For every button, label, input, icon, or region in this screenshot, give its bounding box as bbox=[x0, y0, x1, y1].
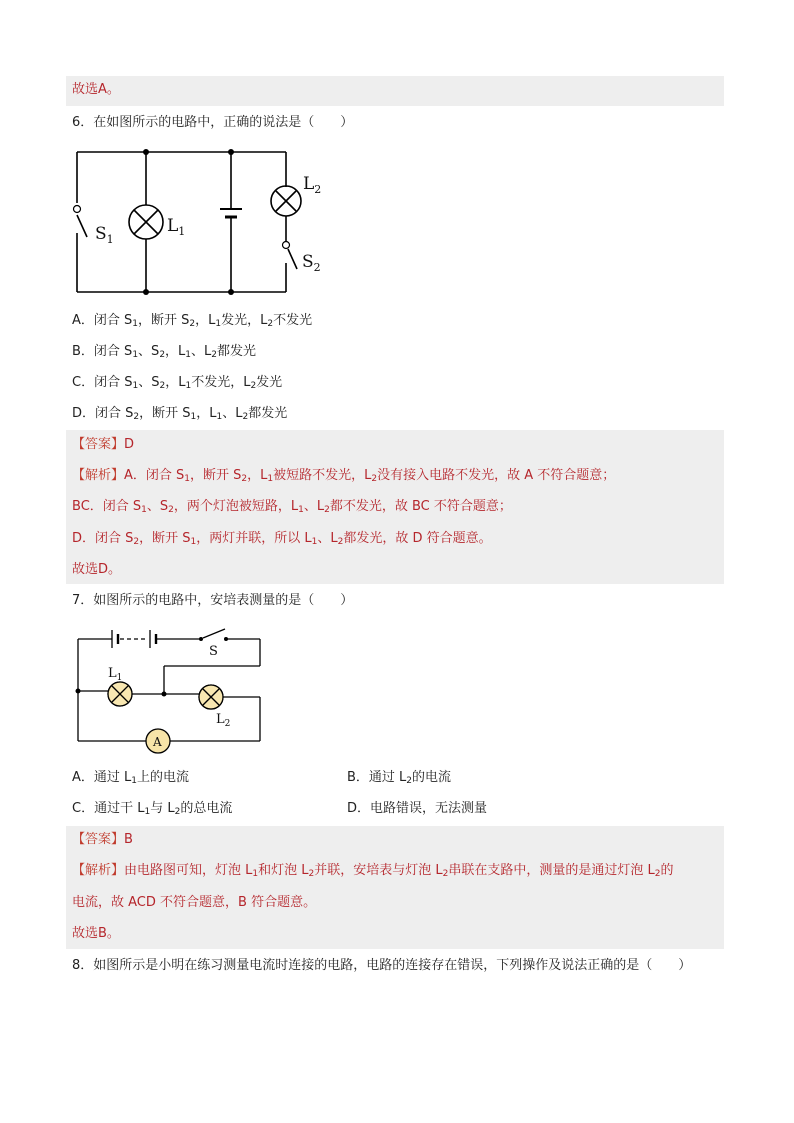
q7-option-c: C．通过干 $L_1$与 $L_2$的总电流 bbox=[72, 801, 233, 817]
q7-option-b: B．通过 $L_2$的电流 bbox=[347, 770, 452, 786]
q6-option-d: D．闭合 $S_2$，断开 $S_1$，$L_1$、$L_2$都发光 bbox=[72, 406, 288, 422]
q7-analysis-2: 电流，故 ACD 不符合题意，B 符合题意。 bbox=[72, 895, 317, 910]
q6-stem: 6．在如图所示的电路中，正确的说法是（ ） bbox=[72, 115, 354, 130]
q7-option-a: A．通过 $L_1$上的电流 bbox=[72, 770, 190, 786]
ammeter-label: A bbox=[153, 735, 162, 749]
q6-conclusion: 故选D。 bbox=[72, 562, 122, 577]
q7-conclusion: 故选B。 bbox=[72, 926, 120, 941]
q6-analysis-3: D．闭合 $S_2$，断开 $S_1$，两灯并联，所以 $L_1$、$L_2$都发光，故 D 符合题意。 bbox=[72, 531, 492, 547]
l2-label: $L_2$ bbox=[303, 174, 322, 196]
q7-answer: 【答案】B bbox=[72, 832, 133, 847]
q5-analysis-block bbox=[66, 76, 724, 106]
q6-circuit-diagram bbox=[70, 145, 350, 305]
q7-answer-block bbox=[66, 826, 724, 949]
q6-answer: 【答案】D bbox=[72, 437, 135, 452]
l1-label: $L_1$ bbox=[108, 666, 123, 683]
q7-option-d: D．电路错误，无法测量 bbox=[347, 801, 488, 816]
s1-label: $S_1$ bbox=[95, 224, 114, 246]
q8-stem: 8．如图所示是小明在练习测量电流时连接的电路，电路的连接存在错误，下列操作及说法正确的是（ ） bbox=[72, 958, 692, 973]
q6-option-c: C．闭合 $S_1$、$S_2$，$L_1$不发光，$L_2$发光 bbox=[72, 375, 283, 391]
q6-analysis-1: 【解析】A．闭合 $S_1$，断开 $S_2$，$L_1$被短路不发光，$L_2$没有接入电路不发光，故 A 不符合题意； bbox=[72, 468, 616, 484]
s2-label: $S_2$ bbox=[302, 252, 321, 274]
q5-conclusion: 故选A。 bbox=[72, 82, 120, 97]
q7-analysis-1: 【解析】由电路图可知，灯泡 $L_1$和灯泡 $L_2$并联，安培表与灯泡 $L_2$串联在支路中，测量的是通过灯泡 $L_2$的 bbox=[72, 863, 674, 879]
q6-option-b: B．闭合 $S_1$、$S_2$，$L_1$、$L_2$都发光 bbox=[72, 344, 257, 360]
l1-label: $L_1$ bbox=[167, 216, 186, 238]
q7-stem: 7．如图所示的电路中，安培表测量的是（ ） bbox=[72, 593, 354, 608]
switch-s-label: S bbox=[209, 644, 218, 659]
q6-option-a: A．闭合 $S_1$，断开 $S_2$，$L_1$发光，$L_2$不发光 bbox=[72, 313, 313, 329]
l2-label: $L_2$ bbox=[216, 712, 231, 729]
q7-circuit-diagram bbox=[72, 622, 272, 757]
q6-analysis-2: BC．闭合 $S_1$、$S_2$，两个灯泡被短路，$L_1$、$L_2$都不发光，故 BC 不符合题意； bbox=[72, 499, 512, 515]
